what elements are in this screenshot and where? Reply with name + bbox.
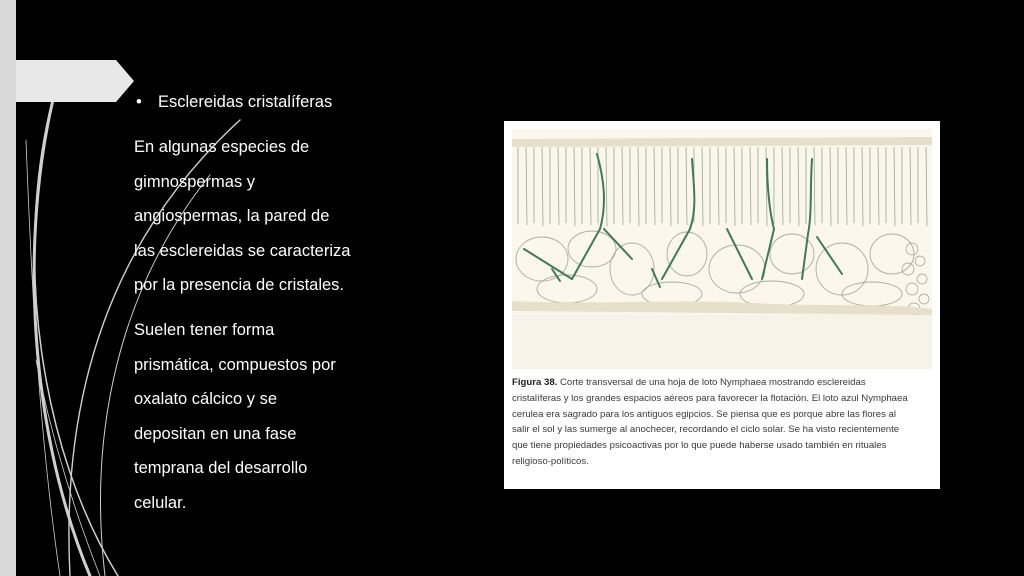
caption-text: Corte transversal de una hoja de loto Nymphaea mostrando esclereidas <box>560 377 866 388</box>
bullet-text: Esclereidas cristalíferas <box>158 93 333 111</box>
caption-line: salir el sol y las sumerge al anochecer, recordando el ciclo solar. Se ha visto recientemente <box>512 424 900 436</box>
title-tab-shape <box>16 60 134 102</box>
paragraph-1 <box>134 130 434 303</box>
paragraph-line: depositan en una fase <box>134 424 297 443</box>
paragraph-line: las esclereidas se caracteriza <box>134 241 351 260</box>
paragraph-line: temprana del desarrollo <box>134 459 308 477</box>
paragraph-line: celular. <box>134 493 187 512</box>
figure-label: Figura 38. <box>512 377 558 388</box>
paragraph-line: angiospermas, la pared de <box>134 207 330 225</box>
paragraph-line: por la presencia de cristales. <box>134 276 345 294</box>
paragraph-line: En algunas especies de <box>134 138 310 156</box>
paragraph-line: prismática, compuestos por <box>134 355 336 374</box>
paragraph-line: oxalato cálcico y se <box>134 390 278 408</box>
bullet-item <box>136 90 332 114</box>
caption-line: religioso-políticos. <box>512 455 589 467</box>
bullet-dot: • <box>136 93 142 111</box>
figure-caption <box>512 375 934 470</box>
paragraph-2 <box>134 313 434 520</box>
figure-panel <box>504 121 940 489</box>
paragraph-line: Suelen tener forma <box>134 321 275 339</box>
paragraph-line: gimnospermas y <box>134 172 256 191</box>
caption-line: que tiene propiedades psicoactivas por lo que puede haberse usado también en rituales <box>512 440 887 452</box>
caption-line-1 <box>512 375 934 391</box>
leaf-cross-section-micrograph <box>512 129 932 369</box>
caption-line: cerulea era sagrado para los antiguos egipcios. Se piensa que es porque abre las flores al <box>512 408 896 420</box>
caption-line: cristalíferas y los grandes espacios aéreos para favorecer la flotación. El loto azul Nymphaea <box>512 392 908 404</box>
